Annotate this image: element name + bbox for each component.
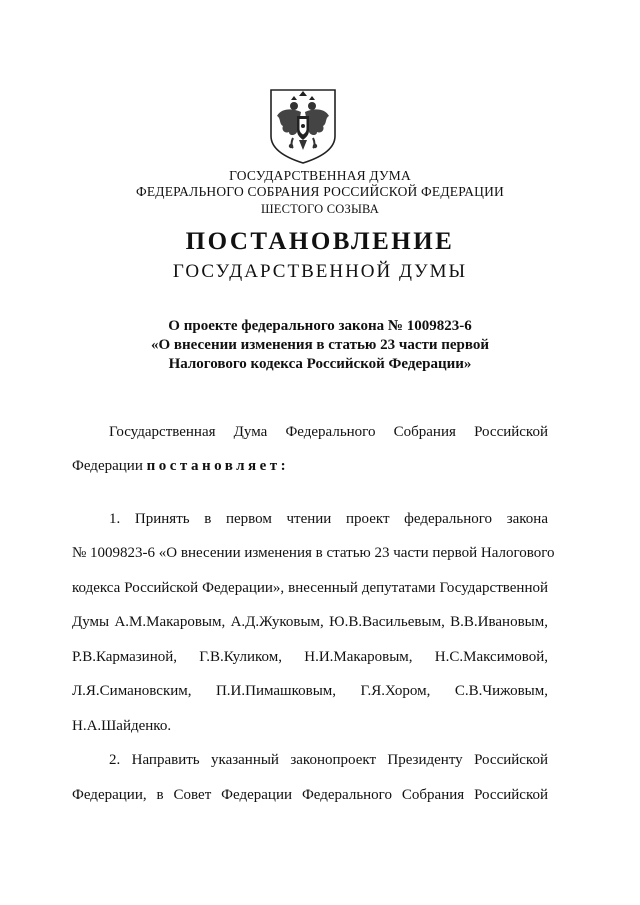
paragraph-line: Л.Я.Симановским, П.И.Пимашковым, Г.Я.Хором, С.В.Чижовым, [72,683,548,699]
paragraph-line: кодекса Российской Федерации», внесенный депутатами Государственной [72,580,548,596]
document-title: ПОСТАНОВЛЕНИЕ [185,228,455,255]
state-emblem-icon [267,86,339,166]
paragraph-line: 1. Принять в первом чтении проект федерального закона [109,511,548,527]
preamble-line: Государственная Дума Федерального Собрания Российской [109,424,548,440]
org-name-line: ГОСУДАРСТВЕННАЯ ДУМА [229,168,411,183]
org-name-line: ФЕДЕРАЛЬНОГО СОБРАНИЯ РОССИЙСКОЙ ФЕДЕРАЦИИ [136,184,504,199]
preamble-line-start: Федерации [72,458,143,474]
document-subtitle: ГОСУДАРСТВЕННОЙ ДУМЫ [172,261,468,282]
decree-word: постановляет: [146,458,290,474]
subject-line: Налогового кодекса Российской Федерации» [168,356,472,372]
subject-line: О проекте федерального закона № 1009823-6 [168,318,472,334]
paragraph-line: Федерации, в Совет Федерации Федерального Собрания Российской [72,787,548,803]
subject-line: «О внесении изменения в статью 23 части первой [150,337,490,353]
paragraph-line: Н.А.Шайденко. [72,718,172,734]
paragraph-line: Р.В.Кармазиной, Г.В.Куликом, Н.И.Макаровым, Н.С.Максимовой, [72,649,548,665]
convocation-line: ШЕСТОГО СОЗЫВА [260,202,380,216]
preamble-line [72,457,548,475]
paragraph-line: Думы А.М.Макаровым, А.Д.Жуковым, Ю.В.Васильевым, В.В.Ивановым, [72,614,548,630]
paragraph-line: 2. Направить указанный законопроект Президенту Российской [109,752,548,768]
paragraph-line: № 1009823-6 «О внесении изменения в статью 23 части первой Налогового [72,545,555,561]
